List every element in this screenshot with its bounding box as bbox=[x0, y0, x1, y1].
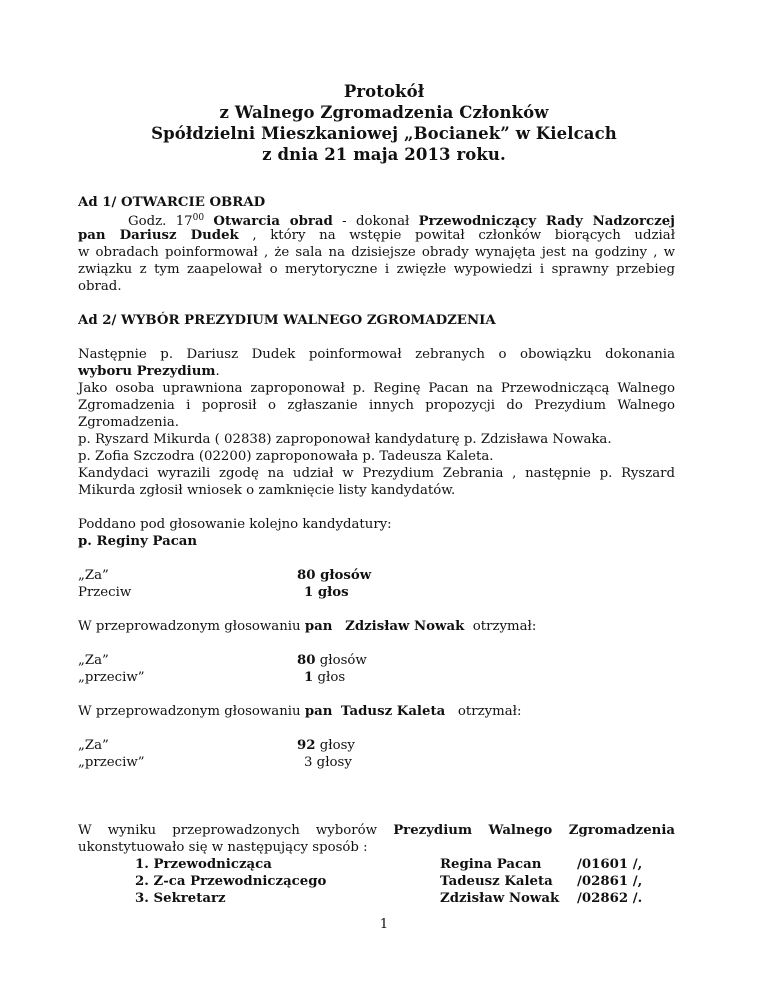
c2-suffix: otrzymał: bbox=[468, 619, 537, 634]
pan-dariusz-dudek: pan Dariusz Dudek bbox=[78, 228, 239, 243]
section1-line3: w obradach poinformował , że sala na dzisiejsze obrady wynajęta jest na godziny , w bbox=[78, 245, 675, 260]
section2-p3: p. Ryszard Mikurda ( 02838) zaproponował kandydaturę p. Zdzisława Nowaka. bbox=[78, 432, 612, 447]
section1-line2 bbox=[78, 227, 675, 244]
c3-prefix: W przeprowadzonym głosowaniu bbox=[78, 704, 305, 719]
c2-przeciw-num: 1 bbox=[304, 670, 314, 685]
c2-prefix: W przeprowadzonym głosowaniu bbox=[78, 619, 305, 634]
result-bold: Prezydium Walnego Zgromadzenia bbox=[393, 823, 676, 838]
id-01601: /01601 /, bbox=[577, 857, 643, 872]
section2-p1-line2 bbox=[78, 363, 220, 380]
c3-przeciw-label: „przeciw” bbox=[78, 755, 145, 770]
wyboru-prezydium: wyboru Prezydium bbox=[78, 364, 216, 379]
c2-za-num: 80 bbox=[297, 653, 316, 668]
section1-text1: - dokonał bbox=[332, 214, 419, 229]
c1-za-value: 80 głosów bbox=[297, 568, 372, 583]
c2-name: Zdzisław Nowak bbox=[345, 619, 465, 634]
section1-line4: związku z tym zaapelował o merytoryczne i zwięzłe wypowiedzi i sprawny przebieg bbox=[78, 262, 675, 277]
c3-za-label: „Za” bbox=[78, 738, 109, 753]
section1-line5: obrad. bbox=[78, 279, 122, 294]
result-line1 bbox=[78, 822, 675, 839]
candidate1-name: p. Reginy Pacan bbox=[78, 534, 198, 549]
przewodniczacy-rady: Przewodniczący Rady Nadzorczej bbox=[418, 214, 675, 229]
c2-przeciw-value bbox=[304, 669, 345, 686]
section1-heading: Ad 1/ OTWARCIE OBRAD bbox=[78, 195, 266, 210]
title-protokol: Protokół bbox=[343, 82, 425, 101]
name-zdzislaw-nowak: Zdzisław Nowak bbox=[440, 891, 560, 906]
p1-dot: . bbox=[215, 364, 220, 379]
role-przewodniczaca: 1. Przewodnicząca bbox=[135, 857, 272, 872]
c3-name: Tadusz Kaleta bbox=[340, 704, 446, 719]
page-number: 1 bbox=[379, 917, 389, 932]
c2-sentence bbox=[78, 618, 536, 635]
section2-p2-line1: Jako osoba uprawniona zaproponował p. Reginę Pacan na Przewodniczącą Walnego bbox=[78, 381, 675, 396]
result-prefix: W wyniku przeprowadzonych wyborów bbox=[78, 823, 394, 838]
c3-pan: pan bbox=[304, 704, 333, 719]
c2-za-value bbox=[297, 652, 367, 669]
c3-za-num: 92 bbox=[297, 738, 316, 753]
c3-sentence bbox=[78, 703, 521, 720]
section2-p2-line3: Zgromadzenia. bbox=[78, 415, 180, 430]
id-02861: /02861 /, bbox=[577, 874, 643, 889]
c1-za-label: „Za” bbox=[78, 568, 109, 583]
section2-p2-line2: Zgromadzenia i poprosił o zgłaszanie innych propozycji do Prezydium Walnego bbox=[78, 398, 675, 413]
c3-przeciw-value: 3 głosy bbox=[304, 755, 352, 770]
c3-za-unit: głosy bbox=[315, 738, 355, 753]
section2-p4: p. Zofia Szczodra (02200) zaproponowała p. Tadeusza Kaleta. bbox=[78, 449, 494, 464]
c2-przeciw-label: „przeciw” bbox=[78, 670, 145, 685]
section2-p5-line1: Kandydaci wyrazili zgodę na udział w Prezydium Zebrania , następnie p. Ryszard bbox=[78, 466, 675, 481]
c2-za-label: „Za” bbox=[78, 653, 109, 668]
c2-przeciw-unit: głos bbox=[313, 670, 346, 685]
section2-p1-line1: Następnie p. Dariusz Dudek poinformował zebranych o obowiązku dokonania bbox=[78, 347, 675, 362]
otwarcia-obrad: Otwarcia obrad bbox=[213, 214, 333, 229]
c1-przeciw-value: 1 głos bbox=[304, 585, 349, 600]
section1-text2: , który na wstępie powitał członków biorących udział bbox=[238, 228, 676, 243]
name-regina-pacan: Regina Pacan bbox=[440, 857, 542, 872]
c1-przeciw-label: Przeciw bbox=[78, 585, 132, 600]
c2-za-unit: głosów bbox=[315, 653, 367, 668]
id-02862: /02862 /. bbox=[577, 891, 643, 906]
time-sup: 00 bbox=[192, 213, 205, 223]
title-date: z dnia 21 maja 2013 roku. bbox=[262, 145, 506, 164]
c3-za-value bbox=[297, 737, 355, 754]
title-spoldzielnia: Spółdzielni Mieszkaniowej „Bocianek” w Kielcach bbox=[151, 124, 617, 143]
voting-intro: Poddano pod głosowanie kolejno kandydatury: bbox=[78, 517, 392, 532]
section2-heading: Ad 2/ WYBÓR PREZYDIUM WALNEGO ZGROMADZENIA bbox=[78, 313, 496, 328]
result-line2: ukonstytuowało się w następujący sposób : bbox=[78, 840, 368, 855]
c2-pan: pan bbox=[304, 619, 333, 634]
c3-suffix: otrzymał: bbox=[453, 704, 522, 719]
section2-p5-line2: Mikurda zgłosił wniosek o zamknięcie listy kandydatów. bbox=[78, 483, 456, 498]
role-sekretarz: 3. Sekretarz bbox=[135, 891, 226, 906]
name-tadeusz-kaleta: Tadeusz Kaleta bbox=[440, 874, 553, 889]
time-prefix: Godz. 17 bbox=[128, 214, 193, 229]
title-walne-zgromadzenie: z Walnego Zgromadzenia Członków bbox=[219, 103, 549, 122]
role-zca-przewodniczacego: 2. Z-ca Przewodniczącego bbox=[135, 874, 327, 889]
